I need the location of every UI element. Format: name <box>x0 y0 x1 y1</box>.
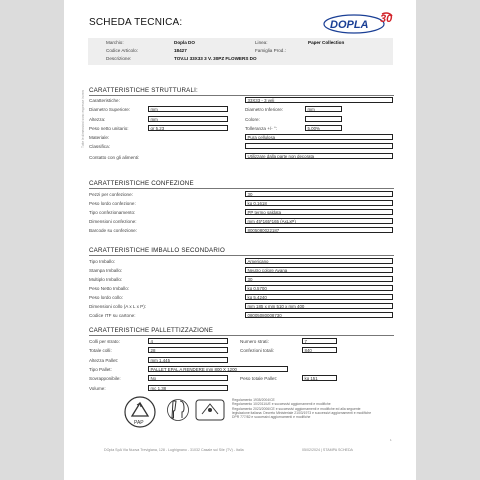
totale-colli-value: 28 <box>148 347 228 353</box>
numero-strati-label: Numero strati: <box>240 339 269 344</box>
section-divider <box>89 188 394 189</box>
linea-label: Linea: <box>255 40 268 45</box>
imballo-label: Codice ITF su cartone: <box>89 313 136 318</box>
sovrapponibile-value: No <box>148 375 228 381</box>
svg-text:30: 30 <box>380 13 393 25</box>
section-divider <box>89 335 394 336</box>
tipo-pallet-label: Tipo Pallet: <box>89 367 112 372</box>
altezza-pallet-label: Altezza Pallet: <box>89 358 119 363</box>
svg-text:PAP: PAP <box>134 420 144 426</box>
materiale-value: Pura cellulosa <box>245 134 393 140</box>
section-title-strutturali: CARATTERISTICHE STRUTTURALI: <box>89 87 198 94</box>
diametro-superiore-label: Diametro Superiore: <box>89 107 131 112</box>
classifica-value <box>245 143 393 149</box>
peso-netto-label: Peso netto unitario: <box>89 126 129 131</box>
altezza-value: mm <box>148 116 228 122</box>
volume-value: mc 1,38 <box>148 385 228 391</box>
dopla-logo <box>322 10 396 36</box>
confezione-label: Dimensioni confezione: <box>89 219 137 224</box>
imballo-label: Peso lordo collo: <box>89 295 123 300</box>
imballo-label: Tipo Imballo: <box>89 259 116 264</box>
classifica-label: Classifica: <box>89 144 110 149</box>
side-note: Tutte le dimensioni sono espresse in mm <box>81 90 85 148</box>
imballo-value: Neutro colore Avana <box>245 267 393 273</box>
confezione-value: 8005080022187 <box>245 227 393 233</box>
confezione-value: mm 45*165*165 (AxLxP) <box>245 218 393 224</box>
recycle-icon <box>120 394 160 435</box>
codice-label: Codice Articolo: <box>106 48 138 53</box>
diametro-superiore-value: mm <box>148 106 228 112</box>
footer-date: 05/02/2024 | STAMPA SCHEDA <box>302 448 353 452</box>
caratteristiche-value: 33X33 - 3 veli <box>245 97 393 103</box>
imballo-value: kg 5,4240 <box>245 294 393 300</box>
technical-sheet <box>64 0 416 480</box>
volume-label: Volume: <box>89 386 106 391</box>
codice-value: 18427 <box>174 48 187 53</box>
section-title-confezione: CARATTERISTICHE CONFEZIONE <box>89 180 194 187</box>
confezione-label: Tipo confezionamento: <box>89 210 136 215</box>
confezioni-totali-label: Confezioni totali: <box>240 348 274 353</box>
imballo-value: kg 0,5700 <box>245 285 393 291</box>
confezione-value: 30 <box>245 191 393 197</box>
imballo-label: Dimensioni collo (A x L x P): <box>89 304 147 309</box>
numero-strati-value: 7 <box>302 338 337 344</box>
imballo-value: mm 185 x mm 510 x mm 400 <box>245 303 393 309</box>
imballo-value: Americano <box>245 258 393 264</box>
linea-value: Paper Collection <box>308 40 345 45</box>
colli-strato-value: 4 <box>148 338 228 344</box>
peso-totale-value: kg 151 <box>302 375 337 381</box>
totale-colli-label: Totale colli: <box>89 348 112 353</box>
section-divider <box>89 95 394 96</box>
diametro-inferiore-label: Diametro Inferiore: <box>245 107 284 112</box>
descrizione-value: TOV.LI 33X33 3 V. 30PZ FLOWERS DO <box>174 56 257 61</box>
sovrapponibile-label: Sovrapponibile: <box>89 376 121 381</box>
marchio-label: Marchio: <box>106 40 124 45</box>
peso-totale-label: Peso totale Pallet: <box>240 376 278 381</box>
altezza-label: Altezza: <box>89 117 106 122</box>
imballo-value: 08005080008730 <box>245 312 393 318</box>
colore-label: Colore: <box>245 117 260 122</box>
tipo-pallet-value: PALLET EPAL A RENDERE mm 800 X 1200 <box>148 366 288 372</box>
contatto-label: Contatto con gli alimenti: <box>89 155 140 160</box>
regulations-text: Regolamento 1935/2004/CE Regolamento 10/2011/UE e successivi aggiornamenti e modifiche Regolamento 2023/2006/CE e successivi aggiornamenti e modifiche ed alla seguente legislazione italiana: Decreto Ministeriale 21/03/1973 e successivi aggiornamenti e modifiche DPR 777/82 e successivi aggiornamenti e modifiche <box>232 398 372 420</box>
marchio-value: Dopla DO <box>174 40 195 45</box>
colore-value <box>305 116 342 122</box>
altezza-pallet-value: mm 1.445 <box>148 357 228 363</box>
confezione-label: Peso lordo confezione: <box>89 201 136 206</box>
famiglia-label: Famiglia Prod.: <box>255 48 286 53</box>
contatto-value: Utilizzare dalla parte non decorata <box>245 153 393 159</box>
peso-netto-value: gr 5,23 <box>148 125 228 131</box>
section-title-pallet: CARATTERISTICHE PALLETTIZZAZIONE <box>89 327 214 334</box>
materiale-label: Materiale: <box>89 135 110 140</box>
page-number: 1 <box>390 438 392 442</box>
descrizione-label: Descrizione: <box>106 56 132 61</box>
confezioni-totali-value: 840 <box>302 347 337 353</box>
confezione-label: Barcode su confezione: <box>89 228 138 233</box>
imballo-label: Peso Netto Imballo: <box>89 286 130 291</box>
caratteristiche-label: Caratteristiche: <box>89 98 120 103</box>
tolleranza-label: Tolleranza +/- °: <box>245 126 278 131</box>
section-divider <box>89 255 394 256</box>
section-title-imballo: CARATTERISTICHE IMBALLO SECONDARIO <box>89 247 225 254</box>
imballo-label: Multiplo Imballo: <box>89 277 123 282</box>
colli-strato-label: Colli per strato: <box>89 339 120 344</box>
materials-icon <box>194 396 228 429</box>
imballo-label: Stampa Imballo: <box>89 268 123 273</box>
tolleranza-value: 5,00% <box>305 125 342 131</box>
diametro-inferiore-value: mm <box>305 106 342 112</box>
confezione-label: Pezzi per confezione: <box>89 192 133 197</box>
svg-text:DOPLA: DOPLA <box>330 19 369 31</box>
page-title: SCHEDA TECNICA: <box>89 17 183 28</box>
confezione-value: PP termo saldata <box>245 209 393 215</box>
confezione-value: kg 0,1618 <box>245 200 393 206</box>
imballo-value: 30 <box>245 276 393 282</box>
food-contact-icon <box>166 398 190 427</box>
footer-company: DOpla SpA Via Nuova Trevigiana, 128 - Lughignano - 31032 Casale sul Sile (TV) - Italia <box>104 448 244 452</box>
